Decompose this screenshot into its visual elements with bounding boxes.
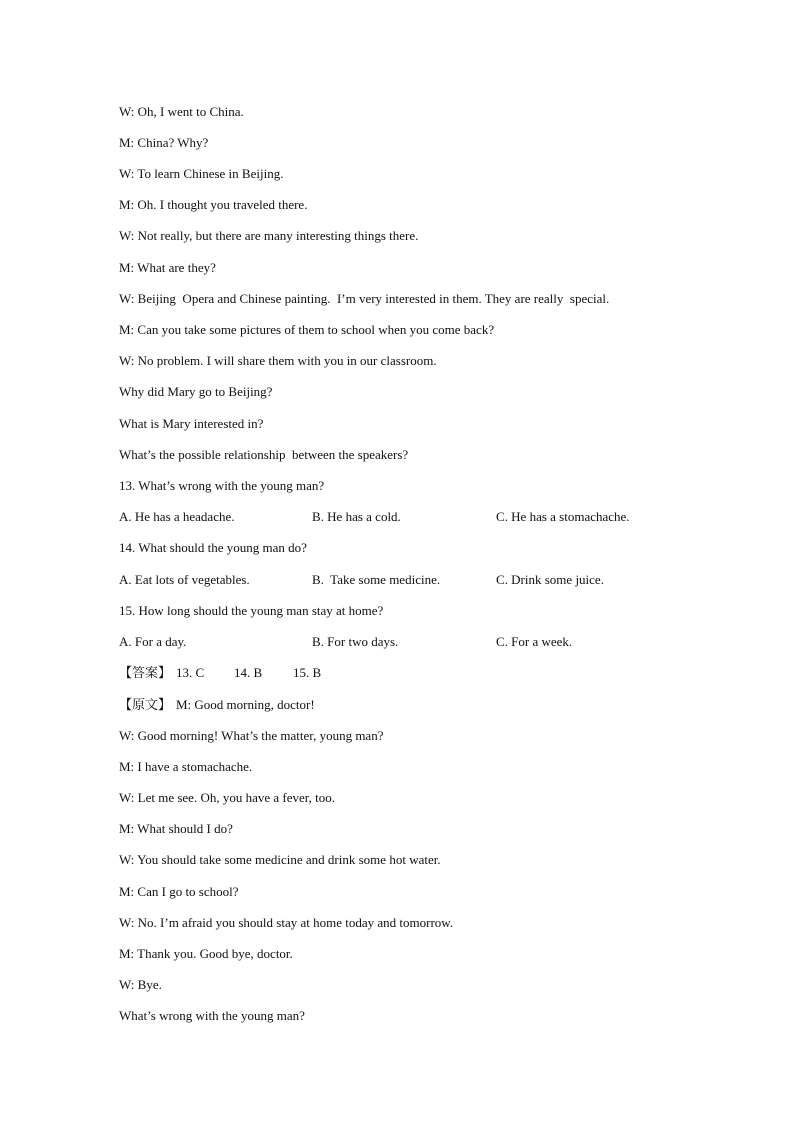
dialogue-line: M: Oh. I thought you traveled there. (119, 197, 308, 212)
option-13-c: C. He has a stomachache. (496, 509, 630, 524)
dialogue-line: W: Beijing Opera and Chinese painting. I’m very interested in them. They are really special. (119, 291, 610, 306)
question-13: 13. What’s wrong with the young man? (119, 478, 325, 493)
dialogue-line: M: Can I go to school? (119, 884, 239, 899)
dialogue-line: M: What are they? (119, 260, 216, 275)
option-14-a: A. Eat lots of vegetables. (119, 572, 250, 587)
question-14: 14. What should the young man do? (119, 540, 307, 555)
option-13-b: B. He has a cold. (312, 509, 401, 524)
dialogue-line: M: Thank you. Good bye, doctor. (119, 946, 293, 961)
option-15-a: A. For a day. (119, 634, 187, 649)
answer-label: 【答案】 (119, 665, 172, 680)
dialogue-line: W: Bye. (119, 977, 162, 992)
dialogue-line: W: Oh, I went to China. (119, 104, 244, 119)
dialogue-line: W: To learn Chinese in Beijing. (119, 166, 284, 181)
answer-15: 15. B (293, 665, 322, 680)
question-line: What’s the possible relationship between the speakers? (119, 447, 409, 462)
option-14-c: C. Drink some juice. (496, 572, 604, 587)
dialogue-line: W: Not really, but there are many interesting things there. (119, 228, 419, 243)
question-line: Why did Mary go to Beijing? (119, 384, 273, 399)
question-line: What is Mary interested in? (119, 416, 264, 431)
question-15: 15. How long should the young man stay at home? (119, 603, 384, 618)
dialogue-line: M: China? Why? (119, 135, 209, 150)
answer-14: 14. B (234, 665, 263, 680)
option-14-b: B. Take some medicine. (312, 572, 441, 587)
option-13-a: A. He has a headache. (119, 509, 235, 524)
dialogue-line: W: Good morning! What’s the matter, young man? (119, 728, 384, 743)
dialogue-line: M: What should I do? (119, 821, 233, 836)
dialogue-line: W: Let me see. Oh, you have a fever, too. (119, 790, 335, 805)
dialogue-line: W: No. I’m afraid you should stay at home today and tomorrow. (119, 915, 454, 930)
dialogue-line: M: Good morning, doctor! (176, 697, 315, 712)
dialogue-line: W: No problem. I will share them with you in our classroom. (119, 353, 437, 368)
dialogue-line: M: Can you take some pictures of them to school when you come back? (119, 322, 495, 337)
dialogue-line: W: You should take some medicine and drink some hot water. (119, 852, 441, 867)
answer-13: 13. C (176, 665, 205, 680)
question-line: What’s wrong with the young man? (119, 1008, 305, 1023)
option-15-b: B. For two days. (312, 634, 399, 649)
transcript-label: 【原文】 (119, 697, 172, 712)
option-15-c: C. For a week. (496, 634, 573, 649)
dialogue-line: M: I have a stomachache. (119, 759, 253, 774)
